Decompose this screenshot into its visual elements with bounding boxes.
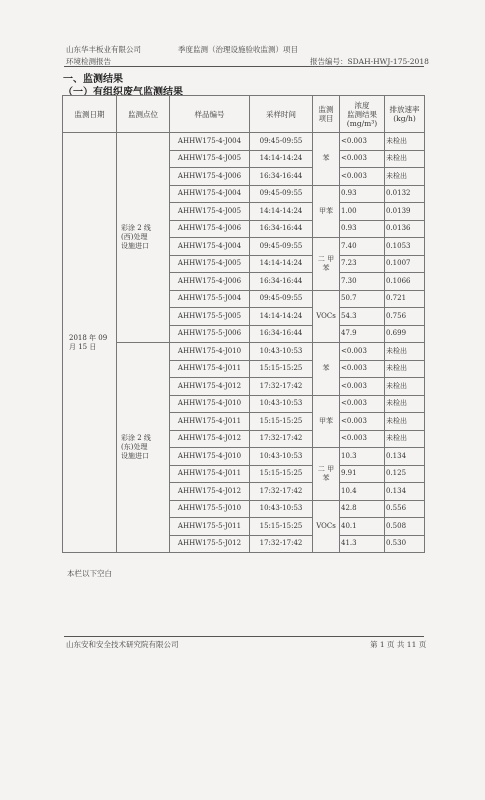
cell-monitoring-item: VOCs (313, 290, 340, 343)
cell-sample-id: AHHW175-4-J012 (170, 483, 250, 501)
cell-emission-rate: 0.134 (385, 483, 425, 501)
cell-sampling-time: 17:32-17:42 (250, 378, 313, 396)
cell-emission-rate: 0.0136 (385, 220, 425, 238)
header-report-number: 报告编号：SDAH-HWJ-175-2018 (310, 57, 429, 66)
cell-sample-id: AHHW175-4-J011 (170, 413, 250, 431)
cell-sampling-time: 14:14-14:24 (250, 150, 313, 168)
cell-sampling-time: 09:45-09:55 (250, 133, 313, 151)
cell-concentration: 7.40 (340, 238, 385, 256)
cell-emission-rate: 0.0139 (385, 203, 425, 221)
cell-sample-id: AHHW175-4-J012 (170, 430, 250, 448)
cell-sampling-time: 16:34-16:44 (250, 273, 313, 291)
cell-concentration: <0.003 (340, 168, 385, 186)
cell-concentration: <0.003 (340, 360, 385, 378)
header-project: 季度监测（治理设施验收监测）项目 (178, 45, 298, 54)
cell-sample-id: AHHW175-4-J006 (170, 168, 250, 186)
cell-sample-id: AHHW175-4-J010 (170, 343, 250, 361)
cell-concentration: 9.91 (340, 465, 385, 483)
cell-concentration: <0.003 (340, 133, 385, 151)
cell-monitoring-item: 甲苯 (313, 185, 340, 238)
cell-sample-id: AHHW175-4-J006 (170, 220, 250, 238)
cell-sample-id: AHHW175-4-J005 (170, 203, 250, 221)
table-header-row (63, 96, 425, 133)
cell-emission-rate: 未检出 (385, 133, 425, 151)
cell-concentration: 0.93 (340, 220, 385, 238)
cell-sample-id: AHHW175-5-J006 (170, 325, 250, 343)
cell-concentration: <0.003 (340, 378, 385, 396)
cell-concentration: 40.1 (340, 518, 385, 536)
cell-emission-rate: 0.508 (385, 518, 425, 536)
cell-concentration: <0.003 (340, 343, 385, 361)
cell-sampling-time: 16:34-16:44 (250, 220, 313, 238)
cell-sampling-time: 17:32-17:42 (250, 483, 313, 501)
cell-sample-id: AHHW175-4-J005 (170, 255, 250, 273)
cell-sampling-time: 15:15-15:25 (250, 465, 313, 483)
cell-sampling-time: 17:32-17:42 (250, 430, 313, 448)
cell-concentration: 50.7 (340, 290, 385, 308)
cell-sampling-time: 09:45-09:55 (250, 185, 313, 203)
cell-concentration: 54.3 (340, 308, 385, 326)
footnote-blank-below: 本栏以下空白 (67, 569, 112, 578)
cell-sample-id: AHHW175-5-J010 (170, 500, 250, 518)
cell-sampling-time: 14:14-14:24 (250, 255, 313, 273)
cell-concentration: 7.23 (340, 255, 385, 273)
cell-concentration: <0.003 (340, 413, 385, 431)
cell-sampling-time: 10:43-10:53 (250, 343, 313, 361)
cell-monitoring-item: 二 甲 苯 (313, 448, 340, 501)
header-doc-type: 环境检测报告 (66, 57, 111, 66)
cell-monitoring-item: VOCs (313, 500, 340, 553)
cell-emission-rate: 0.721 (385, 290, 425, 308)
cell-monitoring-item: 苯 (313, 343, 340, 396)
cell-sample-id: AHHW175-4-J005 (170, 150, 250, 168)
cell-sample-id: AHHW175-4-J006 (170, 273, 250, 291)
table-row (63, 133, 425, 151)
cell-emission-rate: 未检出 (385, 343, 425, 361)
cell-sample-id: AHHW175-5-J004 (170, 290, 250, 308)
header-time: 采样时间 (250, 96, 313, 133)
cell-monitoring-point: 彩涂 2 线 (东)处理 设施进口 (117, 343, 170, 553)
cell-sampling-time: 16:34-16:44 (250, 168, 313, 186)
cell-emission-rate: 未检出 (385, 150, 425, 168)
cell-sample-id: AHHW175-4-J004 (170, 185, 250, 203)
cell-emission-rate: 未检出 (385, 413, 425, 431)
header-emission-rate: 排放速率 (kg/h) (385, 96, 425, 133)
footer-divider (64, 636, 424, 637)
footer-organization: 山东安和安全技术研究院有限公司 (66, 640, 179, 649)
cell-sample-id: AHHW175-4-J011 (170, 465, 250, 483)
cell-sampling-time: 15:15-15:25 (250, 413, 313, 431)
cell-sampling-time: 10:43-10:53 (250, 448, 313, 466)
cell-sampling-time: 15:15-15:25 (250, 360, 313, 378)
cell-emission-rate: 未检出 (385, 395, 425, 413)
cell-concentration: 10.4 (340, 483, 385, 501)
cell-emission-rate: 0.556 (385, 500, 425, 518)
monitoring-results-table (62, 95, 425, 553)
cell-concentration: <0.003 (340, 395, 385, 413)
cell-emission-rate: 0.1066 (385, 273, 425, 291)
cell-emission-rate: 未检出 (385, 430, 425, 448)
cell-sampling-time: 14:14-14:24 (250, 203, 313, 221)
cell-emission-rate: 0.530 (385, 535, 425, 553)
cell-sample-id: AHHW175-4-J012 (170, 378, 250, 396)
cell-concentration: 10.3 (340, 448, 385, 466)
cell-sample-id: AHHW175-4-J004 (170, 133, 250, 151)
cell-emission-rate: 0.1007 (385, 255, 425, 273)
cell-emission-rate: 0.756 (385, 308, 425, 326)
cell-sample-id: AHHW175-5-J005 (170, 308, 250, 326)
cell-concentration: 7.30 (340, 273, 385, 291)
cell-sample-id: AHHW175-4-J010 (170, 395, 250, 413)
cell-emission-rate: 未检出 (385, 378, 425, 396)
cell-emission-rate: 未检出 (385, 360, 425, 378)
header-point: 监测点位 (117, 96, 170, 133)
cell-concentration: 42.8 (340, 500, 385, 518)
cell-sampling-time: 14:14-14:24 (250, 308, 313, 326)
cell-sample-id: AHHW175-5-J011 (170, 518, 250, 536)
cell-sampling-time: 09:45-09:55 (250, 290, 313, 308)
cell-concentration: 47.9 (340, 325, 385, 343)
cell-sampling-time: 09:45-09:55 (250, 238, 313, 256)
cell-emission-rate: 0.699 (385, 325, 425, 343)
cell-concentration: 1.00 (340, 203, 385, 221)
cell-monitoring-item: 苯 (313, 133, 340, 186)
cell-emission-rate: 0.134 (385, 448, 425, 466)
cell-emission-rate: 0.1053 (385, 238, 425, 256)
cell-sample-id: AHHW175-5-J012 (170, 535, 250, 553)
header-sample: 样品编号 (170, 96, 250, 133)
cell-monitoring-point: 彩涂 2 线 (西)处理 设施进口 (117, 133, 170, 343)
cell-concentration: 41.3 (340, 535, 385, 553)
cell-sample-id: AHHW175-4-J011 (170, 360, 250, 378)
cell-sampling-time: 10:43-10:53 (250, 395, 313, 413)
cell-date: 2018 年 09 月 15 日 (63, 133, 117, 553)
header-concentration: 浓度 监测结果 (mg/m³) (340, 96, 385, 133)
cell-sampling-time: 10:43-10:53 (250, 500, 313, 518)
cell-monitoring-item: 二 甲 苯 (313, 238, 340, 291)
cell-monitoring-item: 甲苯 (313, 395, 340, 448)
footer-page-number: 第 1 页 共 11 页 (370, 640, 427, 649)
cell-emission-rate: 0.0132 (385, 185, 425, 203)
cell-emission-rate: 未检出 (385, 168, 425, 186)
cell-emission-rate: 0.125 (385, 465, 425, 483)
header-date: 监测日期 (63, 96, 117, 133)
subsection-title: （一）有组织废气监测结果 (63, 87, 183, 98)
cell-sampling-time: 17:32-17:42 (250, 535, 313, 553)
cell-sample-id: AHHW175-4-J004 (170, 238, 250, 256)
header-company: 山东华丰板业有限公司 (66, 45, 141, 54)
header-divider (64, 66, 424, 67)
header-item: 监测 项目 (313, 96, 340, 133)
cell-concentration: <0.003 (340, 430, 385, 448)
section-title: 一、监测结果 (63, 74, 123, 85)
cell-concentration: 0.93 (340, 185, 385, 203)
cell-sample-id: AHHW175-4-J010 (170, 448, 250, 466)
table-row (63, 343, 425, 361)
cell-sampling-time: 16:34-16:44 (250, 325, 313, 343)
cell-sampling-time: 15:15-15:25 (250, 518, 313, 536)
cell-concentration: <0.003 (340, 150, 385, 168)
